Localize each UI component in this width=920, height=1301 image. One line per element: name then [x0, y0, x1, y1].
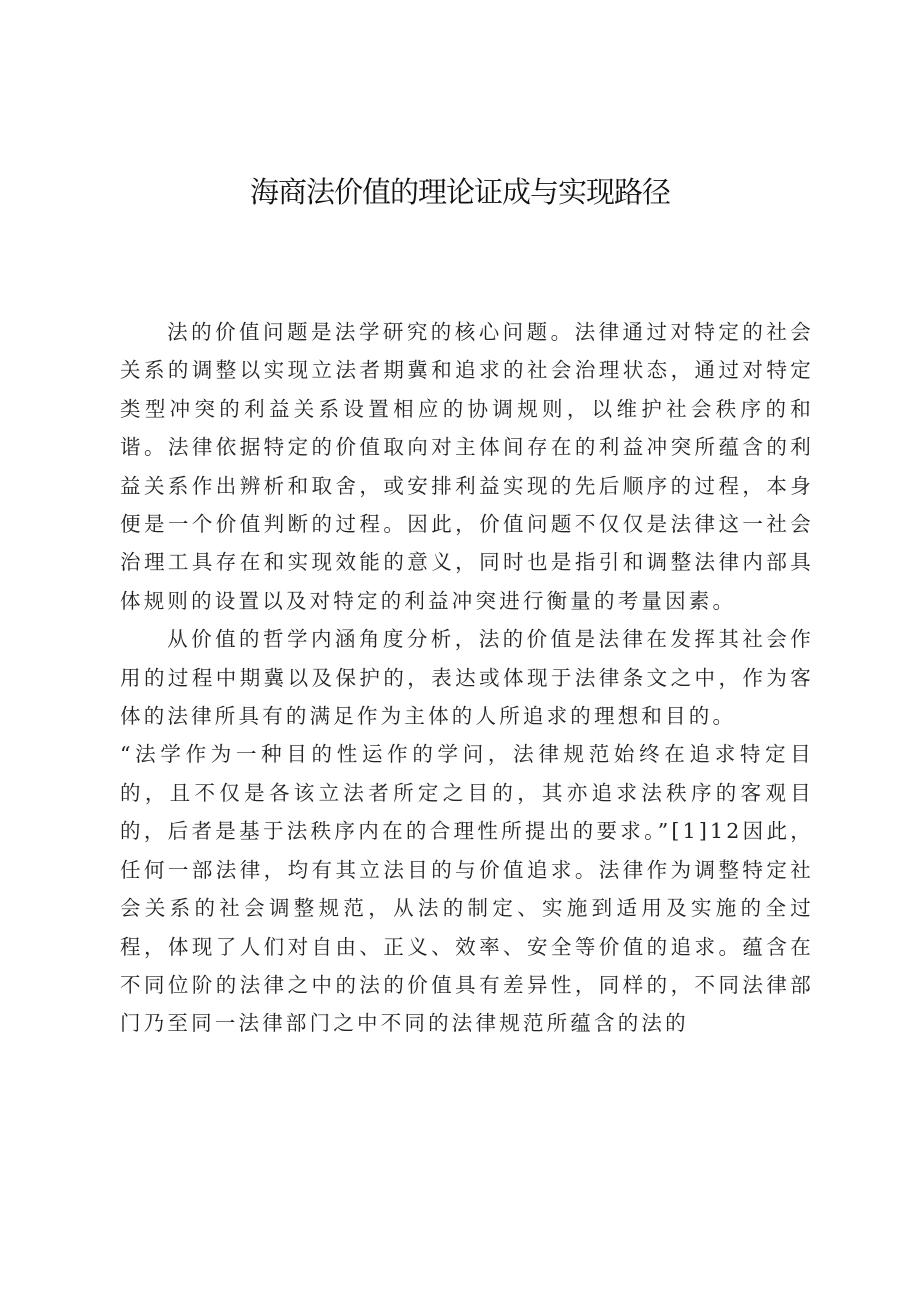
paragraph-3: “法学作为一种目的性运作的学问，法律规范始终在追求特定目的，且不仅是各该立法者所定之目的，其亦追求法秩序的客观目的，后者是基于法秩序内在的合理性所提出的要求。”[1]12因此，任何一部法律，均有其立法目的与价值追求。法律作为调整特定社会关系的社会调整规范，从法的制定、实施到适用及实施的全过程，体现了人们对自由、正义、效率、安全等价值的追求。蕴含在不同位阶的法律之中的法的价值具有差异性，同样的，不同法律部门乃至同一法律部门之中不同的法律规范所蕴含的法的 — [120, 742, 814, 1036]
document-body — [120, 313, 814, 1043]
document-title: 海商法价值的理论证成与实现路径 — [249, 175, 670, 209]
paragraph-1: 法的价值问题是法学研究的核心问题。法律通过对特定的社会关系的调整以实现立法者期冀和追求的社会治理状态，通过对特定类型冲突的利益关系设置相应的协调规则，以维护社会秩序的和谐。法律依据特定的价值取向对主体间存在的利益冲突所蕴含的利益关系作出辨析和取舍，或安排利益实现的先后顺序的过程，本身便是一个价值判断的过程。因此，价值问题不仅仅是法律这一社会治理工具存在和实现效能的意义，同时也是指引和调整法律内部具体规则的设置以及对特定的利益冲突进行衡量的考量因素。 — [120, 320, 814, 613]
paragraph-2: 从价值的哲学内涵角度分析，法的价值是法律在发挥其社会作用的过程中期冀以及保护的，表达或体现于法律条文之中，作为客体的法律所具有的满足作为主体的人所追求的理想和目的。 — [120, 627, 814, 729]
